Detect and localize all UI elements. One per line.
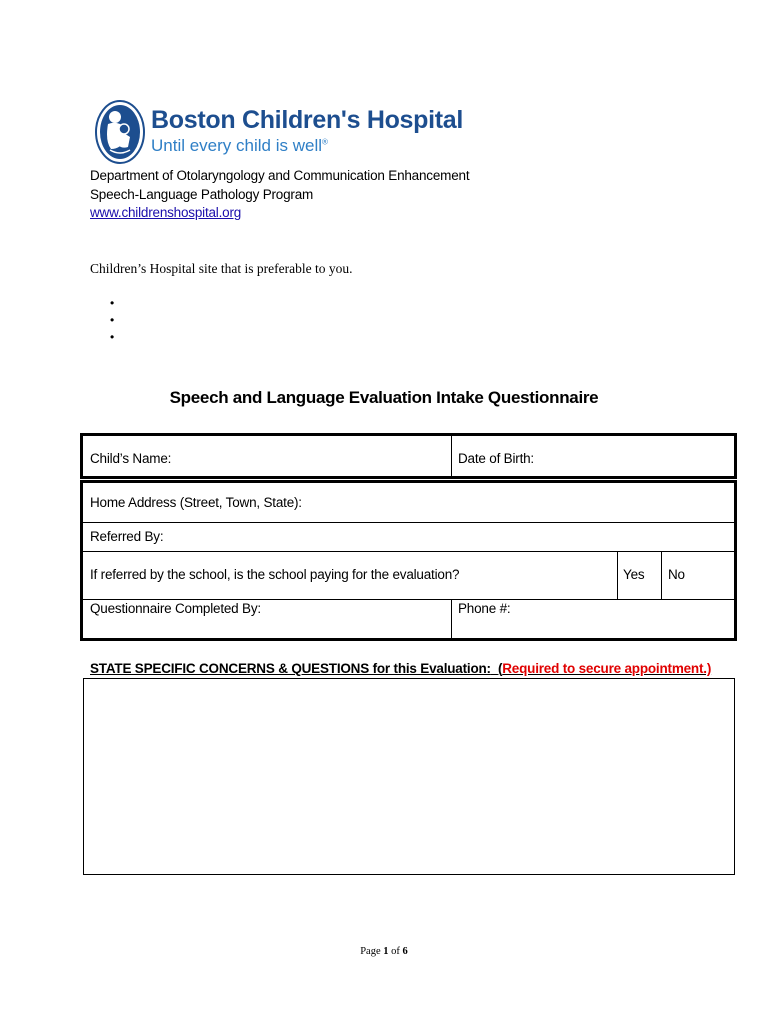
logo-tagline: Until every child is well® [151, 136, 328, 155]
mother-and-child-seal-icon [95, 99, 145, 165]
department-name: Department of Otolaryngology and Communication Enhancement [90, 168, 470, 183]
completed-by-label: Questionnaire Completed By: [90, 601, 261, 616]
yes-option[interactable]: Yes [623, 567, 645, 582]
referred-by-label: Referred By: [90, 529, 164, 544]
bullet-icon: • [110, 330, 115, 344]
program-name: Speech-Language Pathology Program [90, 186, 314, 202]
site-option [110, 328, 114, 345]
required-note: Required to secure appointment.) [502, 661, 712, 676]
intake-form-table [80, 433, 737, 641]
site-option [110, 311, 114, 328]
concerns-text-area[interactable] [83, 678, 735, 875]
site-options-list [110, 294, 114, 345]
hospital-logo [95, 99, 465, 165]
page-number: Page 1 of 6 [360, 946, 408, 957]
website-link[interactable]: www.childrenshospital.org [90, 205, 242, 220]
bullet-icon: • [110, 313, 115, 327]
date-of-birth-label: Date of Birth: [458, 451, 534, 466]
no-option[interactable]: No [668, 567, 685, 582]
logo-org-name: Boston Children's Hospital [151, 106, 464, 134]
school-paying-question: If referred by the school, is the school paying for the evaluation? [90, 567, 460, 582]
form-title: Speech and Language Evaluation Intake Questionnaire [169, 388, 599, 407]
concerns-heading: STATE SPECIFIC CONCERNS & QUESTIONS for this Evaluation: (Required to secure appointment.) [90, 661, 712, 676]
bullet-icon: • [110, 296, 115, 310]
department-block [90, 167, 469, 223]
name-dob-row [80, 433, 737, 479]
site-option [110, 294, 114, 311]
site-preference-note: Children’s Hospital site that is preferable to you. [90, 261, 353, 276]
phone-label: Phone #: [458, 601, 511, 616]
childs-name-label: Child’s Name: [90, 451, 172, 466]
home-address-label: Home Address (Street, Town, State): [90, 495, 302, 510]
